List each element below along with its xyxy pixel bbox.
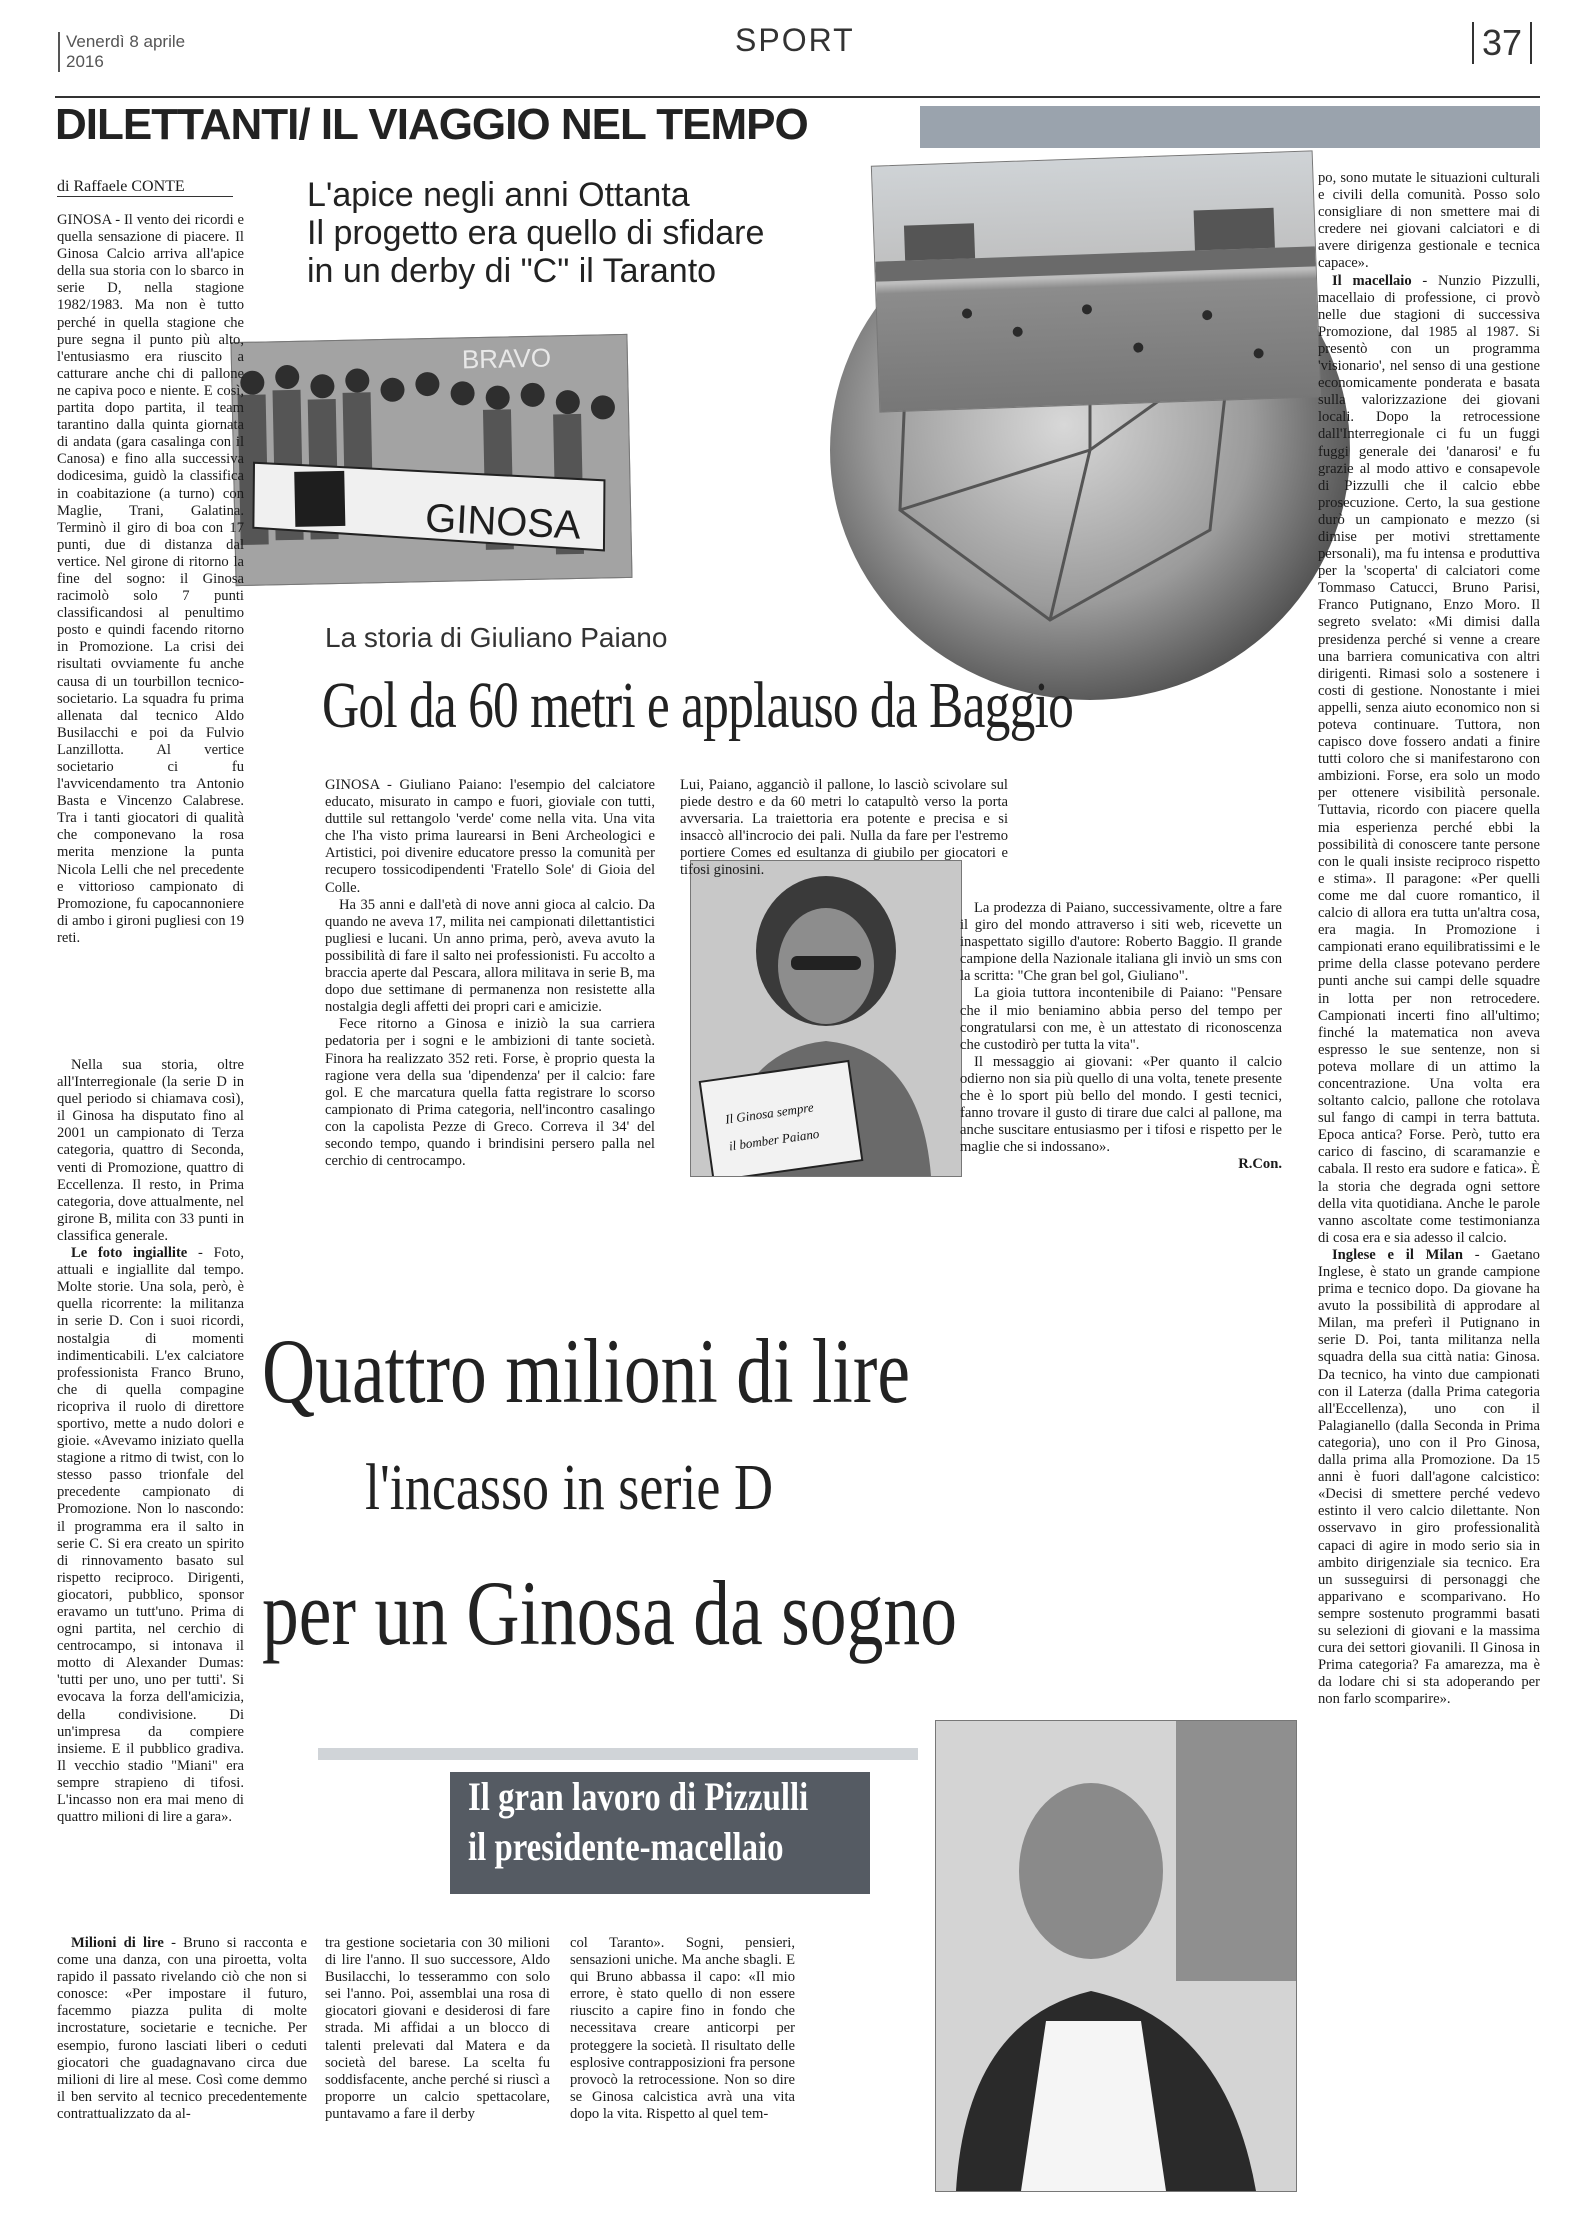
pizzulli-box — [450, 1772, 870, 1894]
paragraph: GINOSA - Il vento dei ricordi e quella sensazione di piacere. Il Ginosa Calcio arriva all'apice della sua storia con lo sbarco in serie D, nella stagione 1982/1983. Ma non è tutto perché in quella stagione che pure segna il punto più alto, l'entusiasmo era riuscito a catturare anche chi di pallone ne capiva poco e niente. E così, partita dopo partita, il team tarantino dalla quinta giornata di andata (gara casalinga con il Canosa) e fino alla successiva dodicesima, guidò la classifica in coabitazione (a turno) con Maglie, Trani, Galatina. Terminò il giro di boa con 17 punti, due di distanza dal vertice. Nel girone di ritorno la fine del sogno: il Ginosa racimolò solo 7 punti classificandosi al penultimo posto e quindi facendo ritorno in Promozione. La crisi dei risultati ovviamente fu anche causa di un tourbillon tecnico-societario. La squadra fu prima allenata dal tecnico Aldo Busilacchi e poi da Fulvio Lanzillotta. Al vertice societario ci fu l'avvicendamento tra Antonio Basta e Vincenzo Calabrese. Tra i tanti giocatori di qualità che componevano la rosa merita menzione la punta Nicola Lelli che nel precedente e vittorioso campionato di Promozione, fu capocannoniere di ambo i gironi pugliesi con 19 reti. — [57, 212, 244, 946]
bottom-column-3 — [570, 1935, 795, 2123]
box-line: Il gran lavoro di Pizzulli — [468, 1774, 809, 1819]
subhead-line: in un derby di "C" il Taranto — [307, 252, 717, 290]
paiano-column-2 — [960, 900, 1282, 1174]
article-column-left-cont — [57, 1057, 244, 1826]
header-rule — [55, 96, 1540, 98]
subhead — [307, 176, 764, 290]
main-headline-line-3: per un Ginosa da sogno — [262, 1562, 957, 1664]
paragraph: col Taranto». Sogni, pensieri, sensazioni uniche. Ma anche sbagli. E qui Bruno abbassa il capo: «Il mio errore, è stato quello di non essere riuscito a capire fino in fondo che necessitava creare anticorpi per proteggere la società. Il risultato delle esplosive contrapposizioni fra persone provocò la retrocessione. Non so dire se Ginosa calcistica avrà una vita dopo la vita. Rispetto al quel tem- — [570, 1935, 795, 2122]
subheading-lead: Le foto ingiallite — [71, 1245, 188, 1262]
pizzulli-photo — [935, 1720, 1297, 2192]
kicker-band — [920, 106, 1540, 148]
issue-date — [58, 32, 185, 72]
article-column-left — [57, 212, 244, 947]
subhead-line: L'apice negli anni Ottanta — [307, 176, 690, 214]
paragraph: - Foto, attuali e ingiallite dal tempo. Molte storie. Una sola, però, è quella ricorrente: la militanza in serie D. Con i suoi ricordi, nostalgia di momenti indimenticabili. L'ex calciatore professionista Franco Bruno, che di quella compagine ricopriva il ruolo di direttore sportivo, mette a nudo dolori e gioie. «Avevamo iniziato quella stagione a ritmo di twist, con lo stesso passo trionfale del precedente campionato di Promozione. Non lo nascondo: il programma era il salto in serie C. Si era creato un spirito di rinnovamento basato sul rispetto reciproco. Dirigenti, giocatori, pubblico, sponsor eravamo un tutt'uno. Prima di ogni partita, nel cerchio di centrocampo, si intonava il motto di Alexander Dumas: 'tutti per uno, uno per tutti'. Si evocava la forza dell'amicizia, della condivisione. Di un'impresa da compiere insieme. E il pubblico gradiva. Il vecchio stadio "Miani" era sempre strapieno di tifosi. L'incasso non era mai meno di quattro milioni di lire a gara». — [57, 1245, 244, 1826]
bottom-column-2 — [325, 1935, 550, 2123]
article-column-left-bottom — [57, 1935, 307, 2123]
plaque-line-1: Il Ginosa sempre — [724, 1099, 815, 1127]
banner-text: GINOSA — [424, 496, 582, 548]
date-line: Venerdì 8 aprile — [66, 32, 186, 51]
year-line: 2016 — [66, 52, 104, 71]
subheading-lead: Inglese e il Milan — [1332, 1246, 1463, 1263]
paragraph: GINOSA - Giuliano Paiano: l'esempio del calciatore educato, misurato in campo e fuori, gioviale con tutti, duttile sul rettangolo 'verde' come nella vita. Una vita che l'ha visto prima laurearsi in Beni Archeologici e Artistici, poi divenire educatore presso la comunità per recupero tossicodipendenti 'Fratello Sole' di Gioia del Colle. — [325, 777, 655, 896]
main-headline-line-2: l'incasso in serie D — [365, 1451, 774, 1524]
box-decor — [318, 1748, 918, 1760]
plaque-line-2: il bomber Paiano — [727, 1125, 821, 1154]
paragraph: Ha 35 anni e dall'età di nove anni gioca al calcio. Da quando ne aveva 17, milita nei campionati dilettantistici pugliesi e lucani. Un anno prima, però, aveva avuto la possibilità di fare il salto nei professionisti. Fu accolto a braccia aperte dal Pescara, allora militava in serie B, ma dopo due settimane di permanenza non resistette alla nostalgia degli affetti dei propri cari e amicizie. — [325, 896, 655, 1016]
paragraph: Il messaggio ai giovani: «Per quanto il calcio odierno non sia più quello di una volta, tenete presente che è lo sport più bello del mondo. I gesti tecnici, fanno trovare il gusto di tirare due calci al pallone, ma anche suscitare entusiasmo per i tifosi e rispetto per le maglie che si indossano». — [960, 1053, 1282, 1156]
paragraph: - Nunzio Pizzulli, macellaio di professione, ci provò nelle due stagioni di successiva Promozione, dal 1985 al 1987. Si presentò con un programma 'visionario', nel senso di una gestione economicamente ponderata e basata sulla valorizzazione dei giovani locali. Dopo la retrocessione dall'Interregionale ci fu un fuggi fuggi generale dei 'danarosi' e fu grazie al modo attivo e consapevole di Pizzulli che il calcio ebbe prosecuzione. Certo, la sua gestione durò un campionato e mezzo (si dimise per motivi strettamente personali), ma fu intensa e produttiva per la 'scoperta' di calciatori come Tommaso Catucci, Bruno Parisi, Franco Putignano, Enzo Moro. Il segreto svelato: «Mi dimisi dalla presidenza perché si venne a creare una barriera comunicativa con altri dirigenti. Rimasi solo a sostenere i costi di gestione. Nonostante i miei appelli, senza aiuto economico non si poteva continuare. Tuttora, non capisco dove fossero andati a finire tutti coloro che si manifestarono con ambizioni. Forse, era solo un modo per ottenere visibilità personale. Tuttavia, ricordo con piacere quella mia esperienza perché ebbi la possibilità di conoscere tante persone con le quali insiste reciproco rispetto e stima». Il paragone: «Per quelli come me dal cuore romantico, il calcio di allora era tutta un'altra cosa, era magia. In Promozione i campionati erano equilibratissimi e le prime della classe potevano perdere punti anche sui campi delle squadre in lotta per non retrocedere. Campionati incerti fino all'ultimo; finché la matematica non aveva espresso le sue sentenze, non si poteva mollare di un attimo la concentrazione. Una volta era soltanto calcio, pallone che rotolava sul fango di campi in terra battuta. Epoca antica? Forse. Però, tutto era carico di fascino, di scaramanzie e cabala. Il resto era sudore e fatica». È la storia che degrada ogni settore della vita quotidiana. Anche le parole vanno ascoltate come testimonianza di cosa era e sia adesso il calcio. — [1318, 272, 1540, 1246]
stadium-photo — [871, 150, 1321, 412]
paragraph: La prodezza di Paiano, successivamente, oltre a fare il giro del mondo attraverso i siti web, ricevette un inaspettato sigillo d'autore: Roberto Baggio. Il grande campione della Nazionale italiana gli inviò un sms con la scritta: "Che gran bel gol, Giuliano". — [960, 900, 1282, 985]
paiano-kicker: La storia di Giuliano Paiano — [325, 622, 668, 653]
section-title: SPORT — [735, 22, 855, 58]
paragraph: tra gestione societaria con 30 milioni di lire l'anno. Il suo successore, Aldo Busilacchi, lo tesserammo con solo sei l'anno. Poi, assemblai una rosa di giocatori giovani e desiderosi di fare strada. Mi affidai a un blocco di talenti prelevati dal Matera e da società del barese. La scelta fu soddisfacente, anche perché si riuscì a proporre un calcio spettacolare, puntavamo a fare il derby — [325, 1935, 550, 2122]
banner-sign-text: BRAVO — [461, 342, 552, 375]
paragraph: Fece ritorno a Ginosa e iniziò la sua carriera pedatoria per i sogni e le ambizioni di tante società. Finora ha realizzato 352 reti. Forse, è proprio questa la ragione vera della sua 'dipendenza' per il calcio: fare gol. E che marcatura quella fatta registrare lo scorso campionato di Prima categoria, nell'incontro casalingo con la capolista Pezze di Greco. Correva il 34' del secondo tempo, quando i brindisini persero palla nel cerchio di centrocampo. — [325, 1016, 655, 1170]
box-line: il presidente-macellaio — [468, 1824, 784, 1869]
paiano-photo — [690, 860, 962, 1177]
subheading-lead: Il macellaio — [1332, 272, 1412, 289]
paragraph: - Gaetano Inglese, è stato un grande campione prima e tecnico dopo. Da giovane ha avuto la possibilità di approdare al Milan, ma preferì il Putignano in serie D. Poi, tanta militanza nella squadra della sua città natia: Ginosa. Da tecnico, ha vinto due campionati con il Laterza (dalla Prima categoria all'Eccellenza), uno con il Palagianello (dalla Seconda in Prima categoria), uno con il Pro Ginosa, dalla prima alla Promozione. Da 15 anni è fuori dall'agone calcistico: «Decisi di smettere perché vedevo estinto il vero calcio dilettante. Non osservavo in giro professionalità capaci di agire in modo serio sia in ambito dirigenziale sia tecnico. Era un susseguirsi di personaggi che apparivano e scomparivano. Ho sempre sostenuto programmi basati su selezioni di giovani e la massima cura dei settori giovanili. Il Ginosa in Prima categoria? Fa amarezza, ma è da lodare chi si sta adoperando per non farlo scomparire». — [1318, 1246, 1540, 1708]
subhead-line: Il progetto era quello di sfidare — [307, 214, 765, 252]
paiano-headline: Gol da 60 metri e applauso da Baggio — [322, 669, 1074, 742]
paragraph: Nella sua storia, oltre all'Interregionale (la serie D in quel periodo si chiamava così), il Ginosa ha disputato fino al 2001 un campionato di Terza categoria, quattro di Seconda, venti di Promozione, quattro di Eccellenza. Il resto, in Prima categoria, dove attualmente, nel girone B, milita con 33 punti in classifica generale. — [57, 1057, 244, 1244]
subheading-lead: Milioni di lire — [71, 1935, 164, 1951]
page-number: 37 — [1472, 22, 1532, 64]
article-column-right — [1318, 170, 1540, 1708]
paragraph: La gioia tuttora incontenibile di Paiano: "Pensare che il mio beniamino abbia perso del tempo per congratularsi con me, è un attestato di riconoscenza che custodirò per tutta la vita". — [960, 985, 1282, 1053]
paragraph: po, sono mutate le situazioni culturali e civili della comunità. Posso solo consigliare di non smettere mai di credere nei giovani calciatori e di avere dirigenza gestionale e tecnica capace». — [1318, 170, 1540, 272]
byline: di Raffaele CONTE — [57, 178, 233, 197]
fans-banner-photo — [230, 334, 632, 586]
main-headline-line-1: Quattro milioni di lire — [262, 1320, 910, 1422]
kicker-title: DILETTANTI/ IL VIAGGIO NEL TEMPO — [55, 100, 808, 149]
paiano-column-2-top — [680, 777, 1008, 880]
paragraph: - Bruno si racconta e come una danza, con una piroetta, volta rapido il passato rivelando ciò che non si conosce: «Per impostare il futuro, facemmo piazza pulita di molte incrostature, societarie e tecniche. Per esempio, furono lasciati liberi o ceduti giocatori che guadagnavano circa due milioni di lire al mese. Così come demmo il ben servito al tecnico precedentemente contrattualizzato da al- — [57, 1935, 307, 2122]
paragraph: Lui, Paiano, agganciò il pallone, lo lasciò scivolare sul piede destro e da 60 metri lo catapultò verso la porta avversaria. La traiettoria era potente e precisa e si insaccò all'incrocio dei pali. Nulla da fare per l'estremo portiere Comes ed esultanza di giubilo per giocatori e tifosi ginosini. — [680, 777, 1008, 879]
paiano-column-1 — [325, 777, 655, 1170]
signature: R.Con. — [1238, 1156, 1282, 1173]
